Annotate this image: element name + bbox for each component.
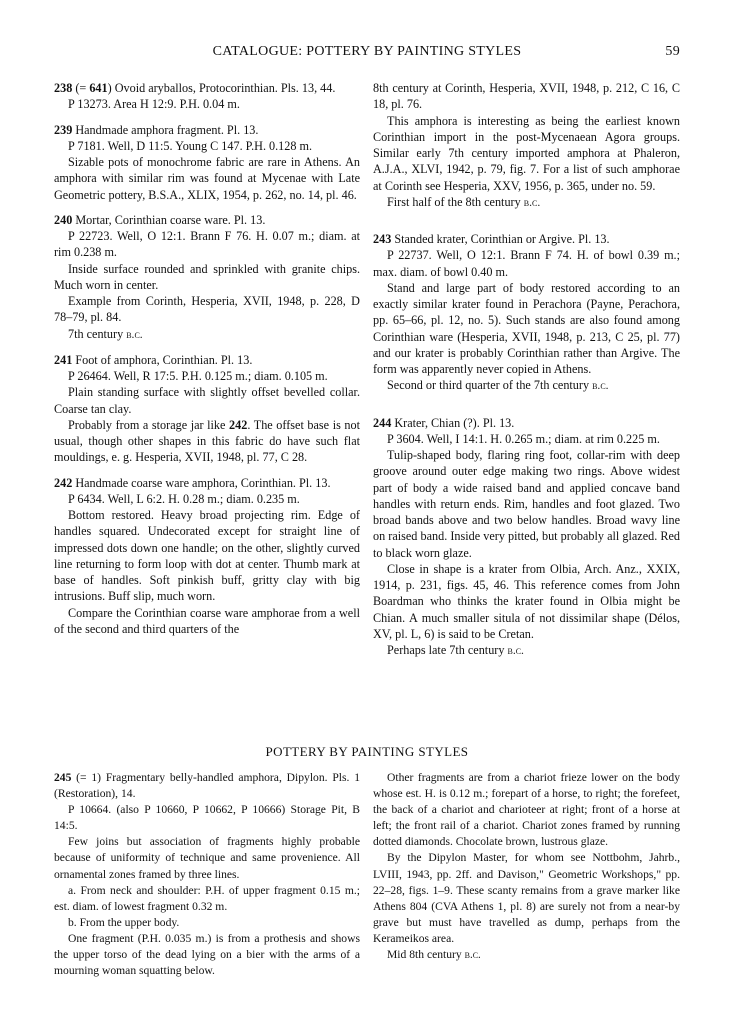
entry-heading (54, 122, 360, 138)
entry-heading (373, 415, 680, 431)
catalogue-number: 240 (54, 212, 73, 227)
entry-details: P 26464. Well, R 17:5. P.H. 0.125 m.; diam. 0.105 m. (68, 369, 328, 383)
entry-paragraph: Compare the Corinthian coarse ware amphorae from a well of the second and third quarters of the (54, 605, 360, 636)
entry-241 (54, 352, 360, 466)
entry-240 (54, 212, 360, 343)
entry-details: P 10664. (also P 10660, P 10662, P 10666) Storage Pit, B 14:5. (54, 803, 360, 833)
entry-heading (54, 475, 360, 491)
entry-243 (373, 231, 680, 395)
catalogue-number: 238 (54, 81, 73, 95)
entry-heading-text: ) Ovoid aryballos, Protocorinthian. Pls. 13, 44. (107, 81, 336, 95)
entry-paragraph: Inside surface rounded and sprinkled with granite chips. Much worn in center. (54, 261, 360, 292)
paragraph-text: Probably from a storage jar like (68, 417, 230, 432)
running-head-title: CATALOGUE: POTTERY BY PAINTING STYLES (212, 44, 522, 59)
entry-details: P 13273. Area H 12:9. P.H. 0.04 m. (68, 97, 240, 112)
entry-paragraph: By the Dipylon Master, for whom see Nottbohm, Jahrb., LVIII, 1943, pp. 2ff. and Davison," Geometric Workshops," pp. 22–28, figs. 1–9. These scanty remains from a grave marker like Athens 804 (CVA Athens 1, pl. 8) are surely not from a near-by grave but must have travelled as dump, perhaps from the Kerameikos area. (373, 851, 680, 945)
catalogue-number: 243 (373, 232, 392, 246)
entry-paragraph: Bottom restored. Heavy broad projecting rim. Edge of handles squared. Undecorated except for straight line of impressed dots down one handle; on the other, slightly curved line returning to form loop with dot at center. Thumb mark at base of handles. Soft pinkish buff, gritty clay with big intrusions. Buff slip, much worn. (54, 508, 360, 604)
entry-heading-text: (= 1) Fragmentary belly-handled amphora, Dipylon. Pls. 1 (Restoration), 14. (54, 771, 360, 801)
paragraph-text: . The offset base is not usual, though other shapes in this fabric do have such flat mouldings, e. g. Hesperia, XVII, 1948, pl. 77, C 28. (54, 417, 360, 465)
entry-245 (54, 770, 360, 979)
era-label: b.c. (126, 327, 143, 341)
catalogue-number: 239 (54, 122, 73, 137)
entry-date (373, 947, 680, 963)
entry-details: P 6434. Well, L 6:2. H. 0.28 m.; diam. 0.235 m. (68, 491, 300, 506)
era-label: b.c. (507, 644, 524, 657)
era-label: b.c. (592, 379, 609, 393)
entry-paragraph: Sizable pots of monochrome fabric are rare in Athens. An amphora with similar rim was found at Mycenae with Late Geometric pottery, B.S.A., XLIX, 1954, p. 262, no. 14, pl. 46. (54, 155, 360, 202)
entry-heading-text: Handmade amphora fragment. Pl. 13. (72, 122, 259, 137)
page-number: 59 (665, 44, 680, 59)
entry-paragraph: Stand and large part of body restored according to an exactly similar krater found in Perachora (Payne, Perachora, pp. 65–66, pl. 12, no. 5). Such stands are also found among Corinthian ware (Hesperia, XVII, 1948, p. 213, C 25, pl. 77) and our krater is probably Corinthian rather than Argive. The form was apparently never copied in Athens. (373, 280, 680, 376)
entry-242 (54, 475, 360, 638)
cross-reference-number: 242 (229, 417, 248, 432)
right-column (373, 80, 680, 659)
entry-date (373, 194, 680, 211)
lower-right-column (373, 770, 680, 963)
catalogue-number: 242 (54, 475, 73, 490)
entry-238 (54, 80, 360, 113)
era-label: b.c. (523, 195, 541, 209)
left-column (54, 80, 360, 637)
date-text: Mid 8th century (387, 948, 465, 962)
entry-details: P 22723. Well, O 12:1. Brann F 76. H. 0.07 m.; diam. at rim 0.238 m. (54, 229, 360, 260)
entry-details: P 7181. Well, D 11:5. Young C 147. P.H. 0.128 m. (68, 138, 313, 153)
entry-paragraph: This amphora is interesting as being the earliest known Corinthian import in the post-Mycenaean Agora groups. Similar early 7th century imported amphora at Phaleron, A.J.A., XLVI, 1942, p. 79, fig. 7. For a list of such amphorae at Corinth see Hesperia, XXV, 1956, p. 365, under no. 59. (373, 113, 680, 193)
entry-heading (54, 80, 360, 96)
entry-paragraph: Few joins but association of fragments highly probable because of uniformity of technique and same provenience. All ornamental zones framed by three lines. (54, 835, 360, 881)
entry-heading (54, 212, 360, 228)
entry-239 (54, 122, 360, 203)
date-text: Second or third quarter of the 7th century (387, 378, 593, 393)
entry-heading (54, 770, 360, 802)
entry-heading-text: Handmade coarse ware amphora, Corinthian. Pl. 13. (72, 475, 331, 490)
entry-paragraph: Example from Corinth, Hesperia, XVII, 1948, p. 228, D 78–79, pl. 84. (54, 294, 360, 325)
fragment-a: a. From neck and shoulder: P.H. of upper fragment 0.15 m.; est. diam. of lowest fragment 0.32 m. (54, 883, 360, 913)
entry-date (373, 642, 680, 659)
entry-heading-text: Standed krater, Corinthian or Argive. Pl. 13. (391, 232, 610, 246)
date-text: Perhaps late 7th century (387, 643, 508, 657)
entry-heading-text: Foot of amphora, Corinthian. Pl. 13. (72, 352, 253, 367)
entry-heading-text: Krater, Chian (?). Pl. 13. (391, 415, 515, 430)
entry-paragraph (54, 417, 360, 466)
entry-details: P 22737. Well, O 12:1. Brann F 74. H. of bowl 0.39 m.; max. diam. of bowl 0.40 m. (373, 248, 680, 279)
running-head (54, 44, 680, 62)
entry-paragraph: Plain standing surface with slightly offset bevelled collar. Coarse tan clay. (54, 385, 360, 416)
catalogue-number: 244 (373, 415, 392, 430)
entry-date (54, 326, 360, 343)
entry-paragraph: Other fragments are from a chariot frieze lower on the body whose est. H. is 0.12 m.; forepart of a horse, to right; the forefeet, the back of a chariot and charioteer at right; front of a horse at left; the front rail of a chariot. Chariot zones framed by running dotted diamonds. Chocolate brown, lustrous glaze. (373, 771, 680, 849)
entry-paragraph: 8th century at Corinth, Hesperia, XVII, 1948, p. 212, C 16, C 18, pl. 76. (373, 81, 680, 112)
entry-heading (54, 352, 360, 368)
date-text: First half of the 8th century (387, 194, 524, 209)
entry-heading-text: Mortar, Corinthian coarse ware. Pl. 13. (72, 212, 266, 227)
cross-reference-number: 641 (89, 81, 108, 95)
entry-244 (373, 415, 680, 660)
catalogue-number: 241 (54, 352, 73, 367)
entry-paragraph: One fragment (P.H. 0.035 m.) is from a prothesis and shows the upper torso of the dead lying on a bier with the arms of a mourning woman squatting below. (54, 931, 360, 978)
date-text: 7th century (68, 326, 127, 341)
entry-details: P 3604. Well, I 14:1. H. 0.265 m.; diam. at rim 0.225 m. (387, 431, 660, 446)
lower-left-column (54, 770, 360, 979)
era-label: b.c. (464, 949, 481, 962)
entry-paragraph: Close in shape is a krater from Olbia, Arch. Anz., XXIX, 1914, p. 231, figs. 45, 46. This reference comes from John Boardman who thinks the krater found in Olbia might be Chian. A much smaller situla of not dissimilar shape (Délos, XV, pl. L, 6) is said to be Cretan. (373, 561, 680, 641)
entry-date (373, 377, 680, 394)
equation-open: (= (72, 81, 90, 95)
entry-paragraph: Tulip-shaped body, flaring ring foot, collar-rim with deep groove around outer edge making two rings. Above widest part of body a wide raised band and applied concave band handles with return ends. Rim, handles and foot glazed. Two broad bands above and two below handles. Broad wavy line on raised band. Inside very pitted, but probably all glazed. Red to black worn glaze. (373, 448, 680, 560)
entry-heading (373, 231, 680, 247)
catalogue-number: 245 (54, 771, 72, 784)
fragment-b: b. From the upper body. (68, 915, 180, 929)
section-title: POTTERY BY PAINTING STYLES (265, 744, 469, 759)
entry-242-continued (373, 80, 680, 211)
